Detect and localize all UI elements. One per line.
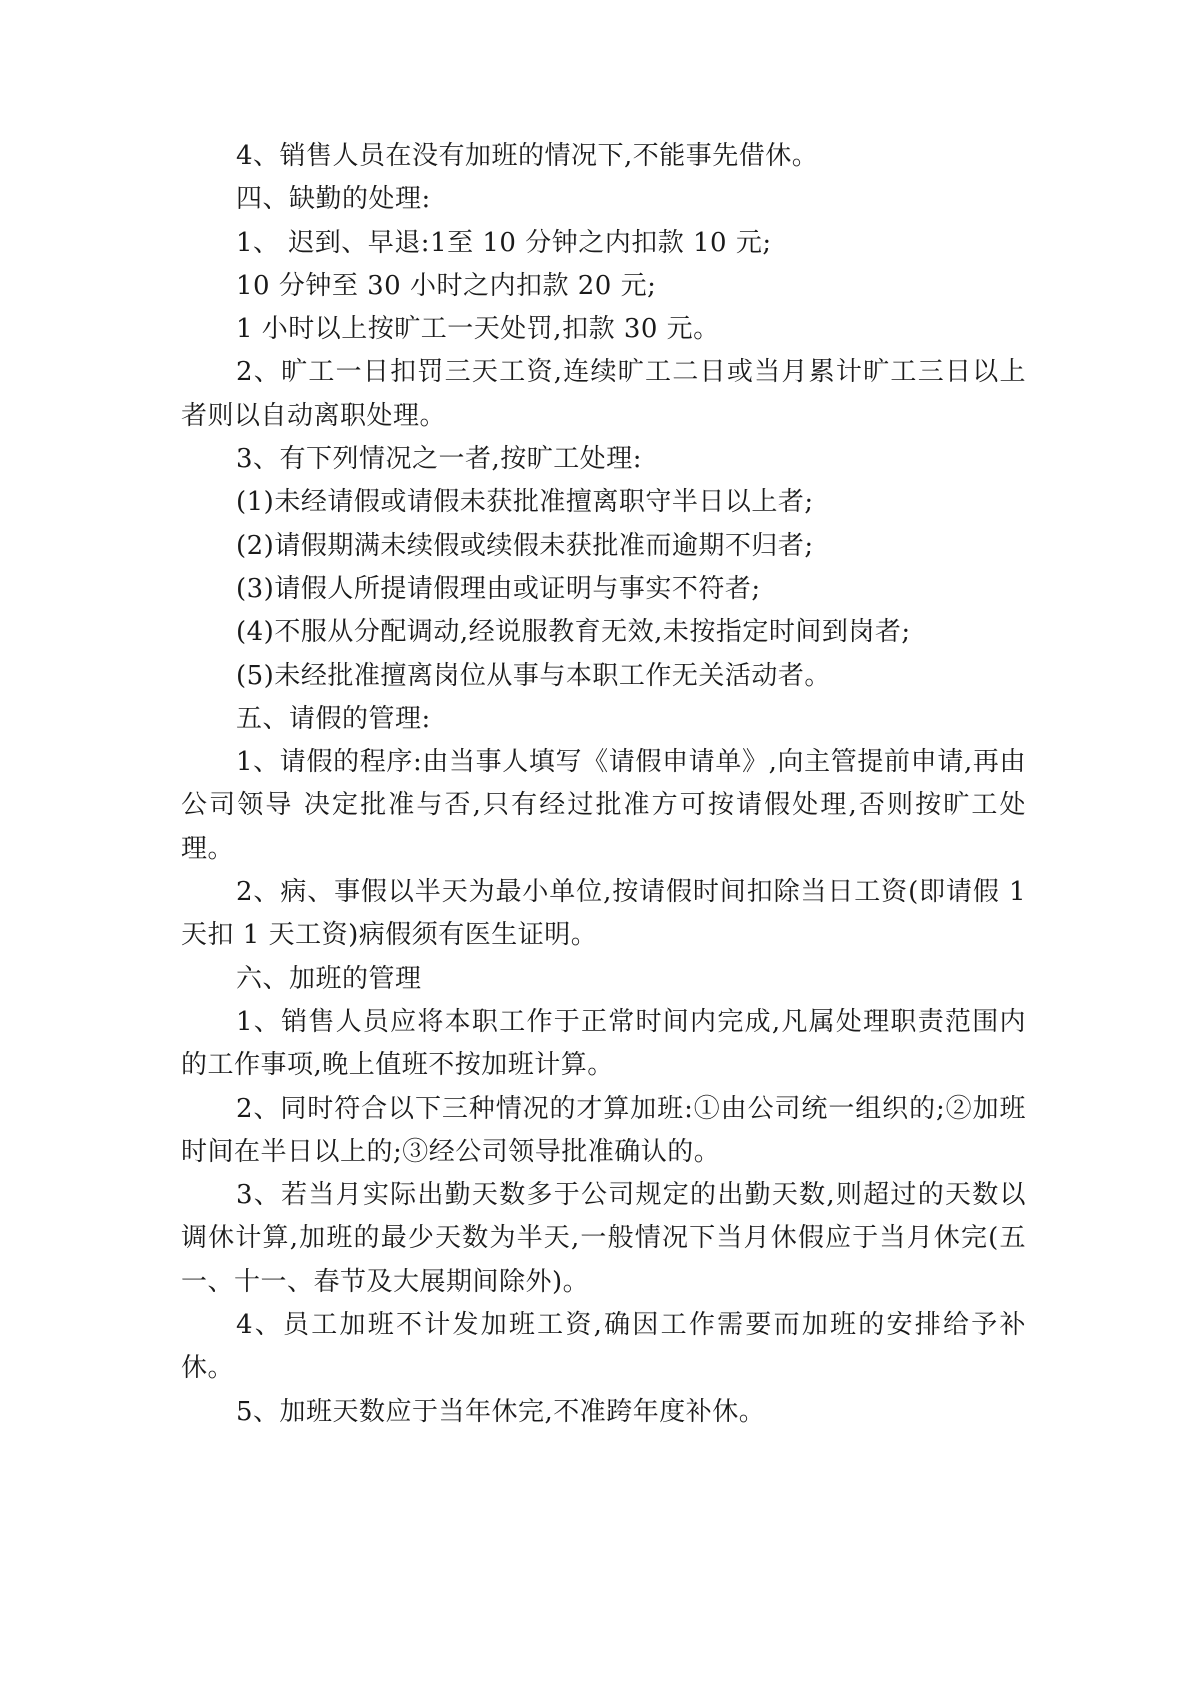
paragraph-late-over-1hour: 1 小时以上按旷工一天处罚,扣款 30 元。 — [236, 314, 720, 345]
paragraph-overtime-rule-4: 4、员工加班不计发加班工资,确因工作需要而加班的安排给予补休。 — [181, 1310, 1026, 1384]
paragraph-leave-unit: 2、病、事假以半天为最小单位,按请假时间扣除当日工资(即请假 1 天扣 1 天工资)病假须有医生证明。 — [181, 877, 1026, 951]
paragraph-absenteeism-penalty: 2、旷工一日扣罚三天工资,连续旷工二日或当月累计旷工三日以上者则以自动离职处理。 — [181, 357, 1026, 431]
list-item-case-3: (3)请假人所提请假理由或证明与事实不符者; — [236, 573, 761, 604]
paragraph-overtime-rule-3: 3、若当月实际出勤天数多于公司规定的出勤天数,则超过的天数以调休计算,加班的最少天数为半天,一般情况下当月休假应于当月休完(五一、十一、春节及大展期间除外)。 — [181, 1180, 1026, 1297]
heading-leave-management: 五、请假的管理: — [236, 703, 431, 734]
list-item-case-4: (4)不服从分配调动,经说服教育无效,未按指定时间到岗者; — [236, 617, 911, 648]
paragraph-overtime-rule-1: 1、销售人员应将本职工作于正常时间内完成,凡属处理职责范围内的工作事项,晚上值班不按加班计算。 — [181, 1006, 1026, 1081]
paragraph-late-early-10min: 1、 迟到、早退:1至 10 分钟之内扣款 10 元; — [236, 227, 772, 258]
paragraph-overtime-rule-2: 2、同时符合以下三种情况的才算加班:①由公司统一组织的;②加班时间在半日以上的;③经公司领导批准确认的。 — [181, 1093, 1026, 1167]
paragraph-late-30min: 10 分钟至 30 小时之内扣款 20 元; — [236, 270, 657, 301]
list-item-case-5: (5)未经批准擅离岗位从事与本职工作无关活动者。 — [236, 660, 831, 691]
list-item-case-1: (1)未经请假或请假未获批准擅离职守半日以上者; — [236, 487, 814, 518]
list-item-case-2: (2)请假期满未续假或续假未获批准而逾期不归者; — [236, 530, 814, 561]
document-body — [181, 135, 1026, 1434]
heading-absence-handling: 四、缺勤的处理: — [236, 184, 431, 215]
paragraph-absenteeism-cases: 3、有下列情况之一者,按旷工处理: — [236, 444, 643, 475]
paragraph-overtime-rule-5: 5、加班天数应于当年休完,不准跨年度补休。 — [236, 1396, 766, 1427]
heading-overtime-management: 六、加班的管理 — [236, 963, 422, 994]
paragraph-sales-no-advance-leave: 4、销售人员在没有加班的情况下,不能事先借休。 — [236, 141, 819, 171]
paragraph-leave-procedure: 1、请假的程序:由当事人填写《请假申请单》,向主管提前申请,再由公司领导 决定批准与否,只有经过批准方可按请假处理,否则按旷工处理。 — [181, 747, 1026, 864]
